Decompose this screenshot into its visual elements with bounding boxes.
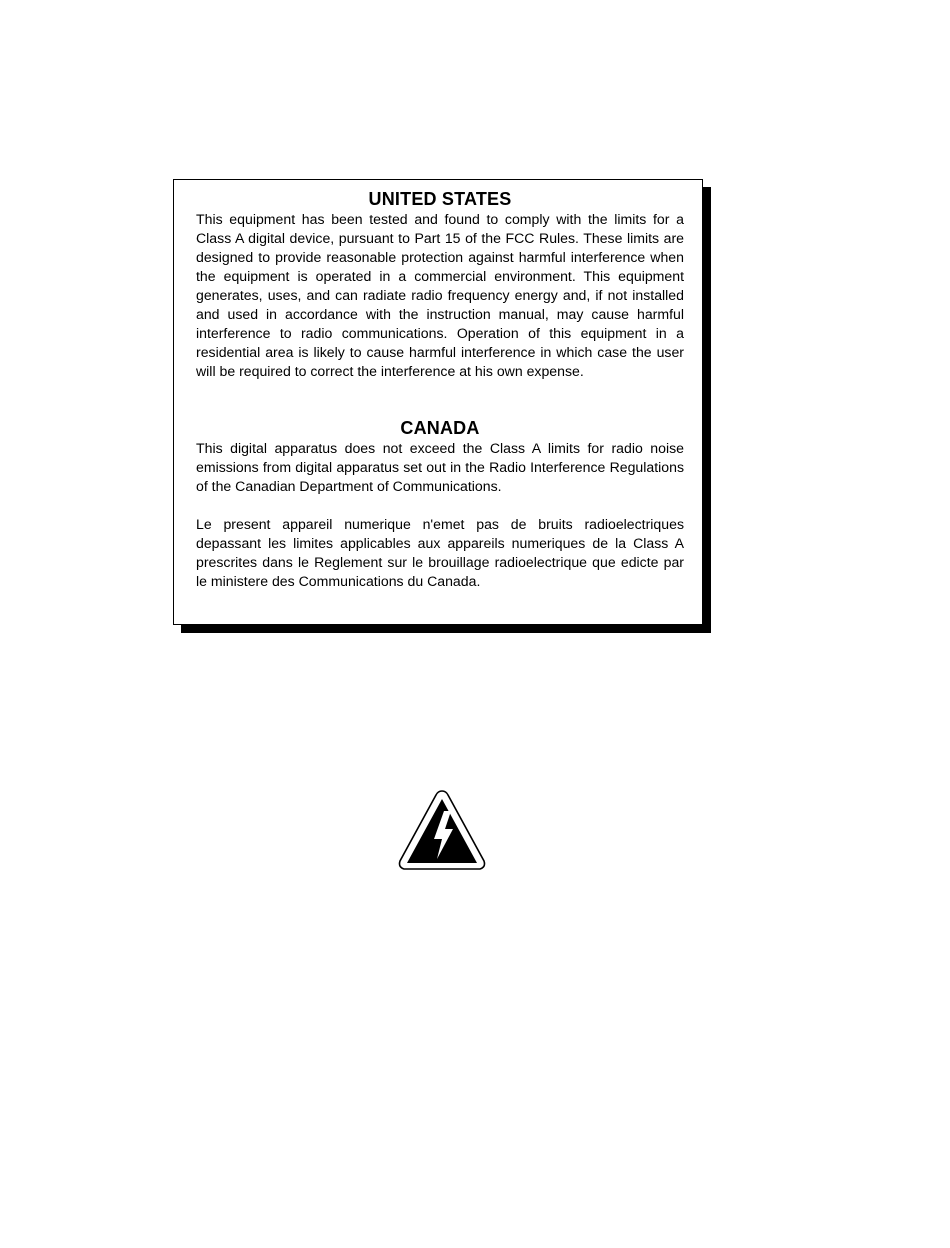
us-section-title: UNITED STATES [368,189,512,209]
canada-french-statement: Le present appareil numerique n'emet pas de bruits radioelectriques depassant les limites applicables aux appareils numeriques de la Class A prescrites dans le Reglement sur le brouillage radioelectrique que edicte par le ministere des Communications du Canada. [196,516,684,589]
electrical-hazard-icon [397,789,487,871]
paragraph-spacer [196,496,684,515]
section-spacer [196,381,684,417]
us-fcc-statement: This equipment has been tested and found to comply with the limits for a Class A digital device, pursuant to Part 15 of the FCC Rules. These limits are designed to provide reasonable protection against harmful interference when the equipment is operated in a commercial environment. This equipment generates, uses, and can radiate radio frequency energy and, if not installed and used in accordance with the instruction manual, may cause harmful interference to radio communications. Operation of this equipment in a residential area is likely to cause harmful interference in which case the user will be required to correct the interference at his own expense. [196,211,684,379]
regulatory-notice-box [173,179,703,625]
canada-section-title: CANADA [400,418,480,438]
canada-english-statement: This digital apparatus does not exceed the Class A limits for radio noise emissions from digital apparatus set out in the Radio Interference Regulations of the Canadian Department of Communications. [196,440,684,494]
